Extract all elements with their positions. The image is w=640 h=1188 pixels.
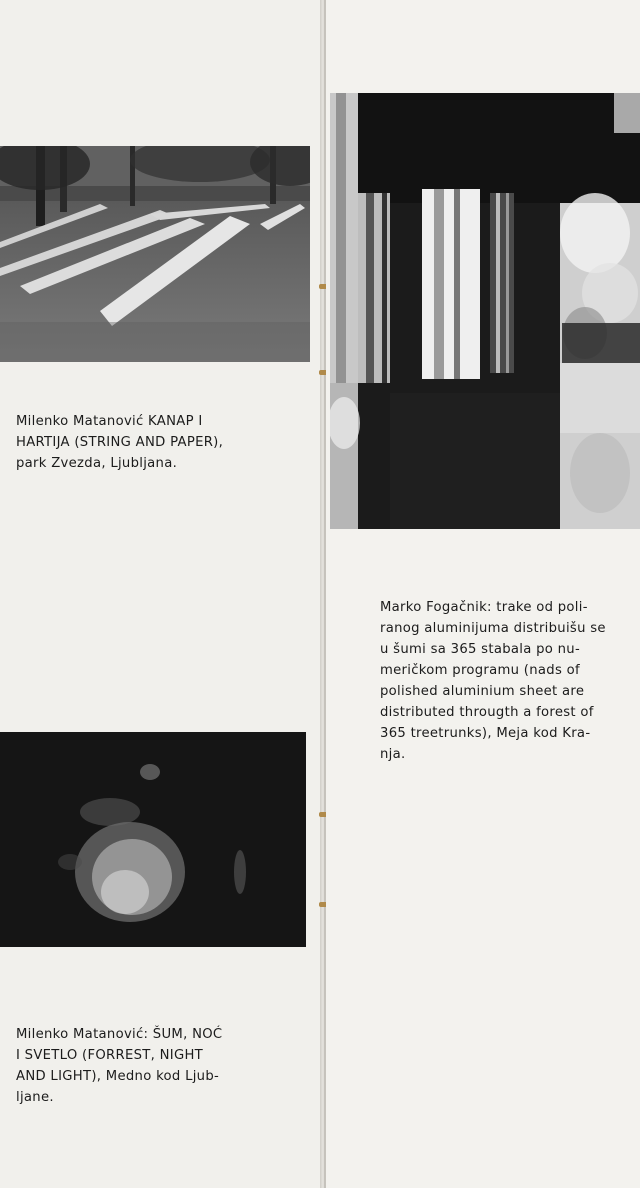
caption-line: u šumi sa 365 stabala po nu- (380, 642, 581, 657)
caption-line: AND LIGHT), Medno kod Ljub- (16, 1069, 220, 1084)
right-page (326, 0, 640, 1188)
caption-forrest-night-and-light (16, 1024, 272, 1108)
caption-line: polished aluminium sheet are (380, 684, 585, 699)
caption-line: ljane. (16, 1090, 54, 1105)
photo-string-and-paper (0, 146, 310, 362)
caption-line: ranog aluminijuma distribuišu se (380, 621, 606, 636)
caption-line: meričkom programu (nads of (380, 663, 580, 678)
caption-line: HARTIJA (STRING AND PAPER), (16, 435, 224, 450)
caption-polished-aluminium-sheets (380, 597, 636, 765)
caption-line: nja. (380, 747, 406, 762)
caption-line: Milenko Matanović KANAP I (16, 414, 203, 429)
caption-line: 365 treetrunks), Meja kod Kra- (380, 726, 591, 741)
photo-forrest-night-and-light (0, 732, 306, 947)
caption-line: I SVETLO (FORREST, NIGHT (16, 1048, 204, 1063)
caption-line: park Zvezda, Ljubljana. (16, 456, 178, 471)
caption-line: Milenko Matanović: ŠUM, NOĆ (16, 1027, 223, 1042)
caption-line: distributed througth a forest of (380, 705, 594, 720)
caption-line: Marko Fogačnik: trake od poli- (380, 600, 588, 615)
caption-string-and-paper (16, 411, 274, 474)
photo-polished-aluminium-sheets (330, 93, 640, 529)
